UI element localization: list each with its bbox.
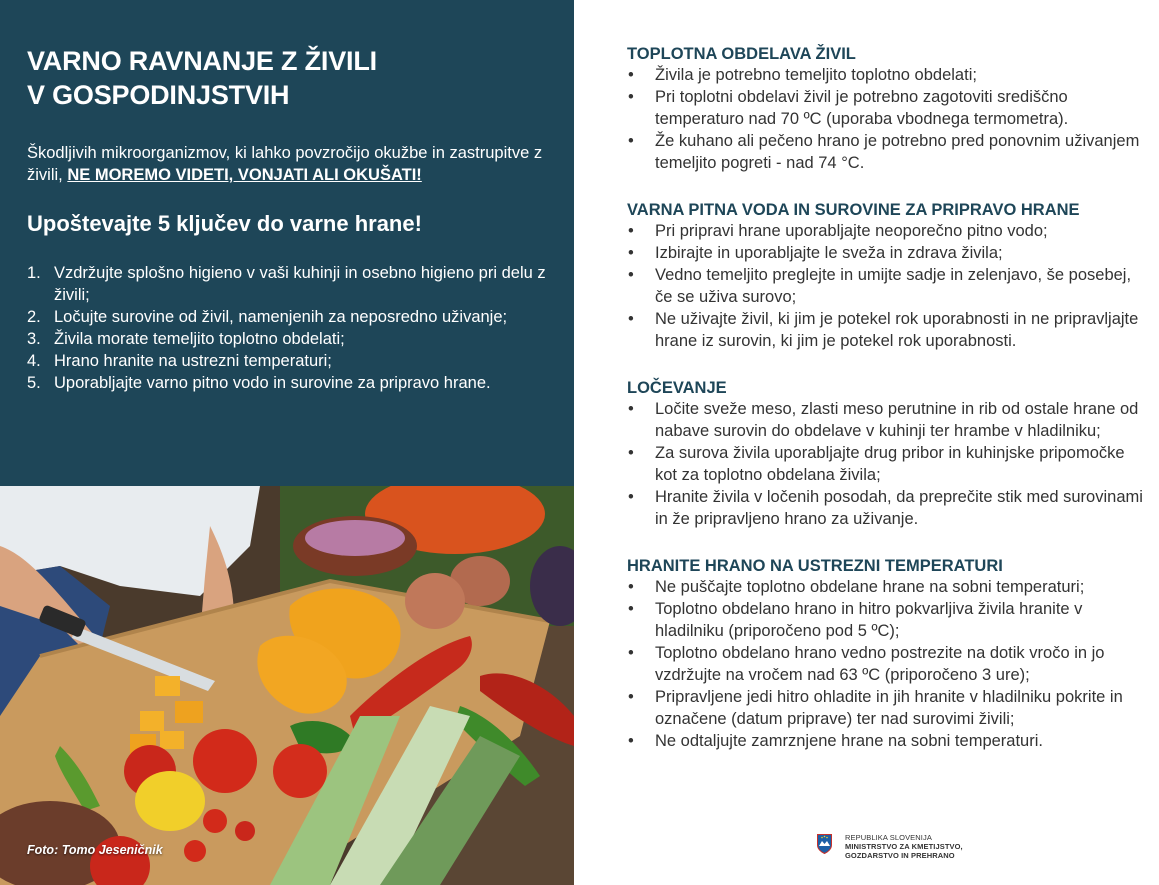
bullet-text: Že kuhano ali pečeno hrano je potrebno pred ponovnim uživanjem temeljito pogreti - nad 74 °C. <box>655 132 1140 172</box>
bullet-icon: • <box>628 266 634 284</box>
bullet-item <box>627 730 1147 752</box>
bullet-item <box>627 86 1147 130</box>
bullet-text: Pri pripravi hrane uporabljajte neoporečno pitno vodo; <box>655 222 1048 240</box>
bullet-text: Toplotno obdelano hrano in hitro pokvarljiva živila hranite v hladilniku (priporočeno pod 5 ºC); <box>655 600 1083 640</box>
keys-list-number: 1. <box>27 264 41 282</box>
bullet-icon: • <box>628 488 634 506</box>
keys-list-text: Hrano hranite na ustrezni temperaturi; <box>54 352 332 370</box>
intro-text: Škodljivih mikroorganizmov, ki lahko povzročijo okužbe in zastrupitve z živili, <box>27 144 543 184</box>
bullet-icon: • <box>628 66 634 84</box>
title-line-1: VARNO RAVNANJE Z ŽIVILI <box>27 46 377 76</box>
section-title: HRANITE HRANO NA USTREZNI TEMPERATURI <box>627 557 1003 575</box>
keys-list <box>27 262 546 394</box>
bullet-icon: • <box>628 310 634 328</box>
keys-list-item <box>27 328 546 350</box>
bullet-item <box>627 64 1147 86</box>
bullet-icon: • <box>628 88 634 106</box>
section-bullet-list <box>627 64 1147 174</box>
keys-list-text: Vzdržujte splošno higieno v vaši kuhinji in osebno higieno pri delu z živili; <box>54 264 546 304</box>
bullet-item <box>627 486 1147 530</box>
bullet-icon: • <box>628 600 634 618</box>
section-bullet-list <box>627 398 1147 530</box>
bullet-icon: • <box>628 400 634 418</box>
keys-list-number: 4. <box>27 352 41 370</box>
intro-emphasis: NE MOREMO VIDETI, VONJATI ALI OKUŠATI! <box>67 166 422 184</box>
info-section <box>627 378 1147 530</box>
page-title <box>27 44 546 112</box>
keys-list-item <box>27 372 546 394</box>
bullet-item <box>627 576 1147 598</box>
keys-list-text: Živila morate temeljito toplotno obdelati; <box>54 330 345 348</box>
bullet-item <box>627 308 1147 352</box>
keys-list-item <box>27 306 546 328</box>
bullet-icon: • <box>628 578 634 596</box>
left-info-panel <box>0 0 574 486</box>
info-section <box>627 200 1147 352</box>
bullet-item <box>627 442 1147 486</box>
logo-text <box>845 833 963 860</box>
keys-heading: Upoštevajte 5 ključev do varne hrane! <box>27 211 422 236</box>
right-content-panel <box>627 44 1147 778</box>
keys-list-text: Ločujte surovine od živil, namenjenih za neposredno uživanje; <box>54 308 508 326</box>
food-photo-illustration <box>0 486 574 885</box>
section-title: VARNA PITNA VODA IN SUROVINE ZA PRIPRAVO HRANE <box>627 201 1080 219</box>
bullet-text: Pripravljene jedi hitro ohladite in jih hranite v hladilniku pokrite in označene (datum priprave) ter nad surovimi živili; <box>655 688 1123 728</box>
bullet-icon: • <box>628 732 634 750</box>
keys-list-item <box>27 262 546 306</box>
logo-line-3: GOZDARSTVO IN PREHRANO <box>845 851 955 860</box>
bullet-text: Ne odtaljujte zamrznjene hrane na sobni temperaturi. <box>655 732 1043 750</box>
keys-list-text: Uporabljajte varno pitno vodo in surovine za pripravo hrane. <box>54 374 491 392</box>
section-bullet-list <box>627 220 1147 352</box>
photo-credit: Foto: Tomo Jeseničnik <box>27 843 163 857</box>
info-section <box>627 44 1147 174</box>
bullet-item <box>627 242 1147 264</box>
bullet-item <box>627 130 1147 174</box>
keys-list-number: 3. <box>27 330 41 348</box>
bullet-icon: • <box>628 222 634 240</box>
bullet-item <box>627 264 1147 308</box>
section-bullet-list <box>627 576 1147 752</box>
bullet-text: Toplotno obdelano hrano vedno postrezite na dotik vročo in jo vzdržujte na vročem nad 63 ºC (priporočeno 3 ure); <box>655 644 1105 684</box>
section-title: TOPLOTNA OBDELAVA ŽIVIL <box>627 45 856 63</box>
slovenia-crest-icon <box>817 834 832 854</box>
info-section <box>627 556 1147 752</box>
bullet-item <box>627 642 1147 686</box>
bullet-text: Ne uživajte živil, ki jim je potekel rok uporabnosti in ne pripravljajte hrane iz surovin, ki jim je potekel rok uporabnosti. <box>655 310 1139 350</box>
bullet-text: Pri toplotni obdelavi živil je potrebno zagotoviti središčno temperaturo nad 70 ºC (uporaba vbodnega termometra). <box>655 88 1069 128</box>
bullet-text: Ločite sveže meso, zlasti meso perutnine in rib od ostale hrane od nabave surovin do obdelave v kuhinji ter hrambe v hladilniku; <box>655 400 1139 440</box>
intro-paragraph <box>27 142 557 186</box>
bullet-icon: • <box>628 688 634 706</box>
title-line-2: V GOSPODINJSTVIH <box>27 80 290 110</box>
bullet-item <box>627 686 1147 730</box>
bullet-text: Hranite živila v ločenih posodah, da preprečite stik med surovinami in že pripravljeno hrano za uživanje. <box>655 488 1143 528</box>
logo-line-2: MINISTRSTVO ZA KMETIJSTVO, <box>845 842 963 851</box>
bullet-item <box>627 220 1147 242</box>
bullet-icon: • <box>628 644 634 662</box>
section-title: LOČEVANJE <box>627 379 727 397</box>
bullet-icon: • <box>628 132 634 150</box>
food-photo <box>0 486 574 885</box>
bullet-icon: • <box>628 444 634 462</box>
bullet-text: Za surova živila uporabljajte drug pribor in kuhinjske pripomočke kot za toplotno obdelana živila; <box>655 444 1125 484</box>
logo-line-1: REPUBLIKA SLOVENIJA <box>845 833 932 842</box>
bullet-item <box>627 598 1147 642</box>
bullet-text: Živila je potrebno temeljito toplotno obdelati; <box>655 66 977 84</box>
keys-list-item <box>27 350 546 372</box>
keys-list-number: 2. <box>27 308 41 326</box>
bullet-text: Vedno temeljito preglejte in umijte sadje in zelenjavo, še posebej, če se uživa surovo; <box>655 266 1132 306</box>
bullet-text: Ne puščajte toplotno obdelane hrane na sobni temperaturi; <box>655 578 1085 596</box>
bullet-icon: • <box>628 244 634 262</box>
ministry-logo <box>817 833 963 860</box>
bullet-item <box>627 398 1147 442</box>
bullet-text: Izbirajte in uporabljajte le sveža in zdrava živila; <box>655 244 1003 262</box>
keys-list-number: 5. <box>27 374 41 392</box>
